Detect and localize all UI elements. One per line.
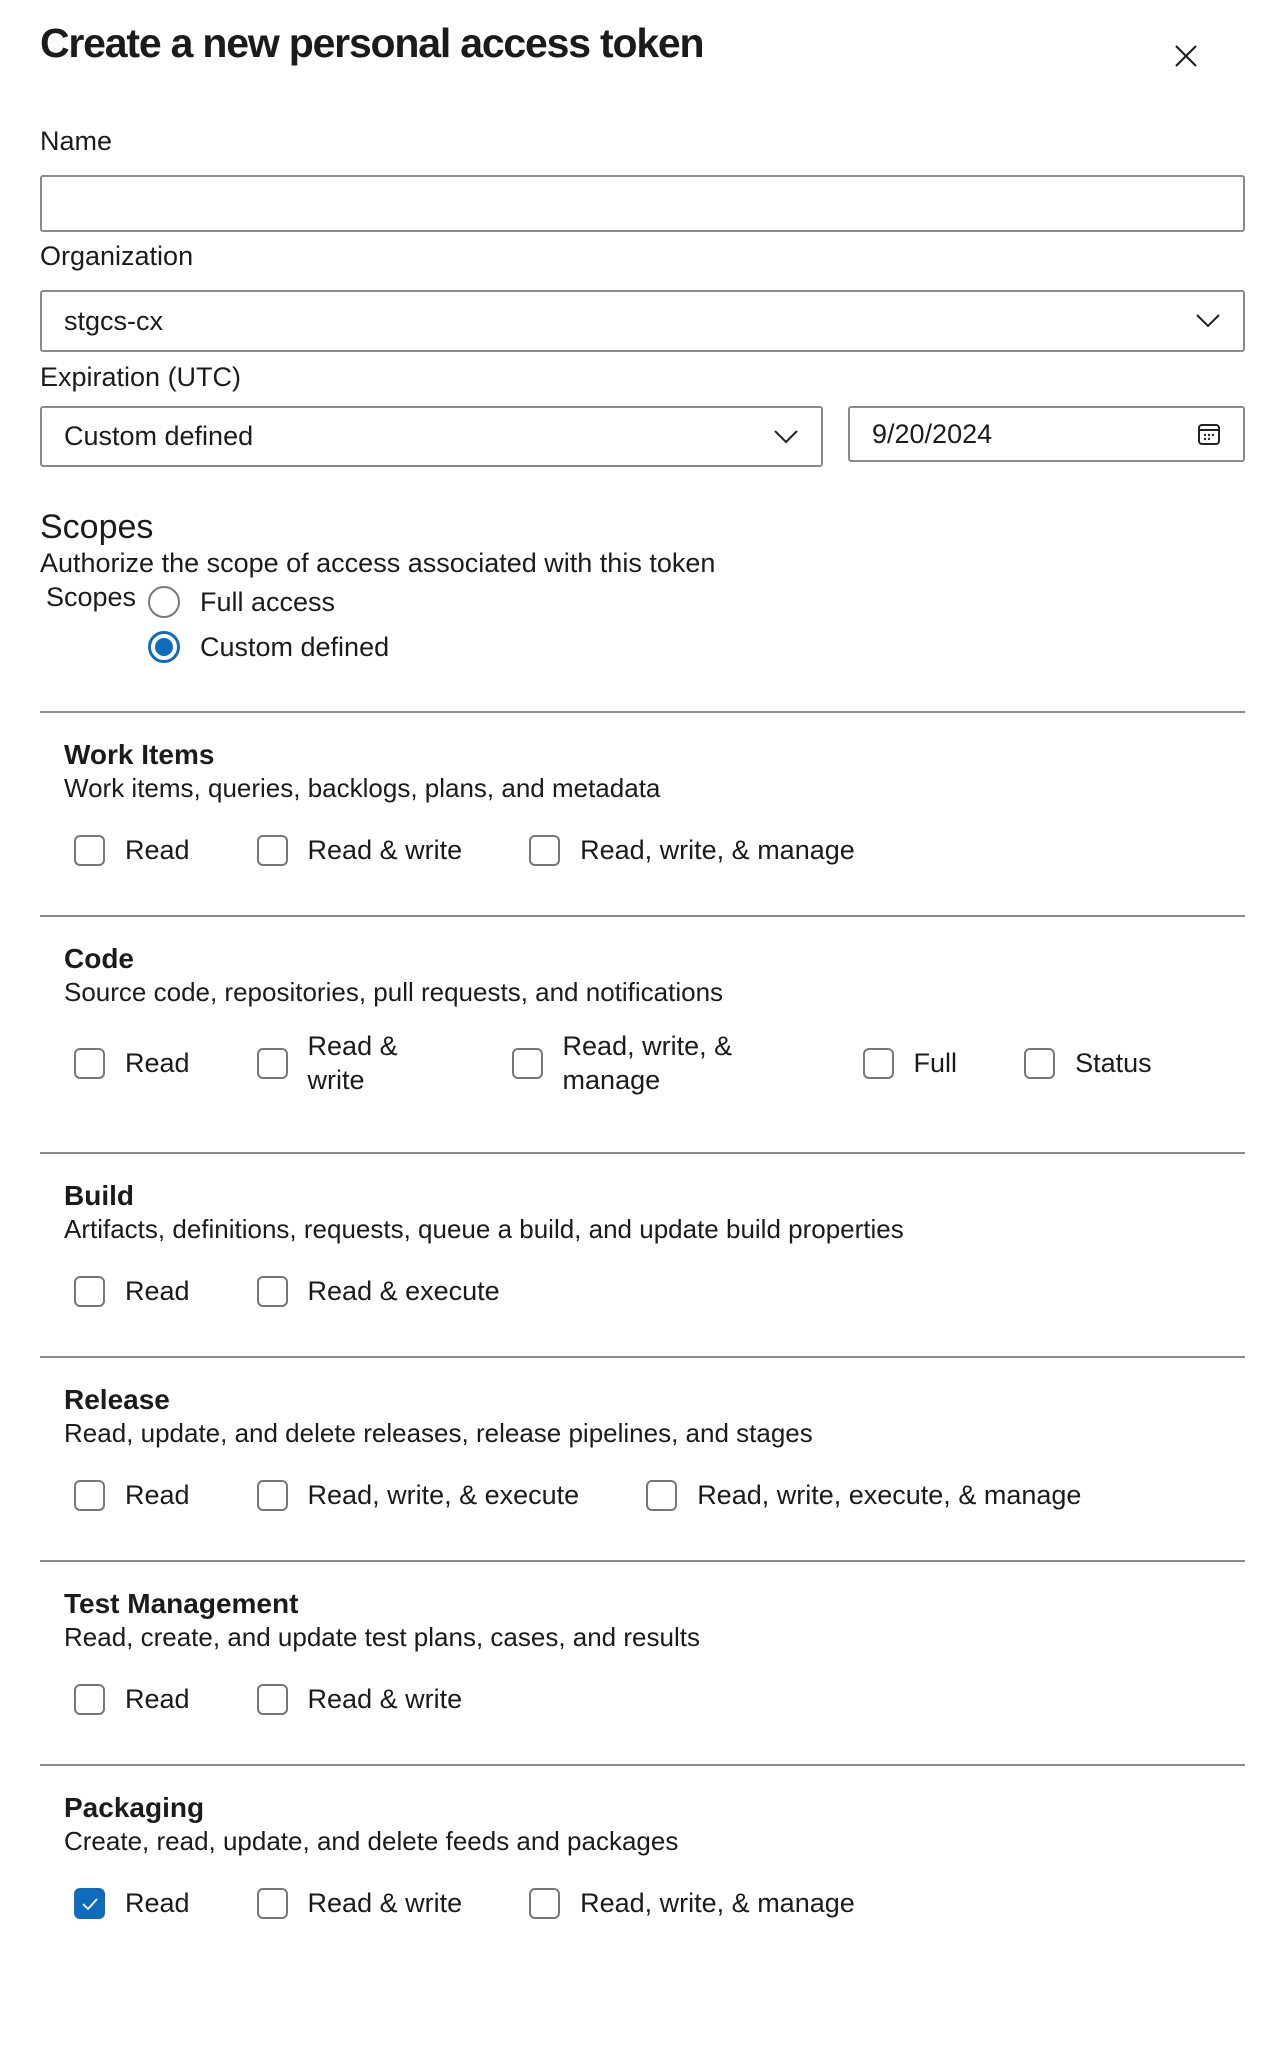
close-icon[interactable] [1170,40,1202,72]
scope-option[interactable] [74,1275,190,1309]
scope-section-release [40,1356,1245,1513]
section-description: Source code, repositories, pull requests, and notifications [64,977,724,1007]
scope-option[interactable] [257,1275,500,1309]
expiration-select[interactable] [40,406,823,467]
checkbox-checked[interactable] [74,1888,105,1919]
option-label: Read, write, & execute [307,1480,580,1510]
scope-section-build [40,1152,1245,1309]
organization-select[interactable] [40,290,1245,352]
scope-option[interactable] [257,1479,580,1513]
section-title: Build [64,1180,134,1211]
checkbox[interactable] [257,1480,288,1511]
radio-full-access[interactable] [148,586,335,618]
checkbox[interactable] [74,1480,105,1511]
organization-value: stgcs-cx [64,305,164,336]
scope-option[interactable] [529,834,855,868]
checkbox[interactable] [74,1048,105,1079]
expiration-date-value: 9/20/2024 [872,418,993,449]
option-label: Read & write [307,1684,463,1714]
scopes-heading: Scopes [40,508,154,546]
scope-option[interactable] [529,1887,855,1921]
dialog-title: Create a new personal access token [40,20,704,66]
checkbox[interactable] [529,835,560,866]
option-label: Read [125,1047,190,1078]
scope-option[interactable] [257,834,463,868]
option-label: Read [125,1684,190,1714]
scope-option[interactable] [1024,1047,1152,1081]
organization-label: Organization [40,241,194,271]
checkbox[interactable] [257,835,288,866]
checkbox[interactable] [74,1684,105,1715]
scope-option[interactable] [257,1030,408,1098]
radio-label: Full access [200,586,336,617]
checkbox[interactable] [529,1888,560,1919]
scope-option[interactable] [74,1047,190,1081]
scope-option[interactable] [512,1030,753,1098]
section-title: Test Management [64,1588,299,1619]
option-label: Read, write, & manage [562,1031,733,1095]
checkbox[interactable] [74,1276,105,1307]
scope-option[interactable] [863,1047,958,1081]
name-label: Name [40,126,113,156]
checkbox[interactable] [512,1048,543,1079]
scopes-radio-label: Scopes [46,582,137,612]
option-label: Read, write, & manage [580,835,855,865]
radio-label: Custom defined [200,631,390,662]
scope-option[interactable] [74,834,190,868]
option-label: Read & write [307,835,463,865]
radio-custom-defined[interactable] [148,631,389,663]
expiration-value: Custom defined [64,421,254,451]
scope-option[interactable] [74,1887,190,1921]
scope-option[interactable] [74,1479,190,1513]
name-input[interactable] [40,175,1245,232]
section-title: Work Items [64,739,215,770]
checkbox[interactable] [646,1480,677,1511]
option-label: Read [125,1276,190,1306]
section-title: Code [64,943,134,974]
scope-option[interactable] [257,1683,463,1717]
option-label: Read & execute [307,1276,500,1306]
section-description: Create, read, update, and delete feeds and packages [64,1826,679,1856]
scope-section-code [40,915,1245,1098]
option-label: Status [1075,1047,1152,1078]
section-description: Read, update, and delete releases, release pipelines, and stages [64,1418,813,1448]
section-description: Work items, queries, backlogs, plans, and metadata [64,773,661,803]
checkbox[interactable] [863,1048,894,1079]
scope-section-test-management [40,1560,1245,1717]
option-label: Full [913,1047,958,1078]
checkbox[interactable] [257,1888,288,1919]
section-description: Artifacts, definitions, requests, queue a build, and update build properties [64,1214,904,1244]
expiration-date-input[interactable] [848,406,1245,462]
section-title: Release [64,1384,170,1415]
checkbox[interactable] [74,835,105,866]
option-label: Read [125,1480,190,1510]
section-description: Read, create, and update test plans, cases, and results [64,1622,700,1652]
option-label: Read [125,835,190,865]
scope-section-work-items [40,711,1245,868]
option-label: Read, write, execute, & manage [697,1480,1082,1510]
option-label: Read [125,1888,190,1918]
option-label: Read, write, & manage [580,1888,855,1918]
checkbox[interactable] [257,1276,288,1307]
option-label: Read & write [307,1888,463,1918]
radio-circle[interactable] [148,586,180,618]
scope-option[interactable] [646,1479,1081,1513]
section-title: Packaging [64,1792,205,1823]
radio-circle-selected[interactable] [148,631,180,663]
calendar-icon[interactable] [1197,422,1221,446]
chevron-down-icon [773,429,799,445]
checkbox[interactable] [1024,1048,1055,1079]
scope-option[interactable] [74,1683,190,1717]
scopes-description: Authorize the scope of access associated with this token [40,548,716,578]
checkbox[interactable] [257,1048,288,1079]
chevron-down-icon [1195,313,1221,329]
expiration-label: Expiration (UTC) [40,362,242,392]
checkbox[interactable] [257,1684,288,1715]
scope-section-packaging [40,1764,1245,1921]
checkmark-icon [81,1897,99,1911]
option-label: Read & write [307,1031,398,1095]
scope-option[interactable] [257,1887,463,1921]
